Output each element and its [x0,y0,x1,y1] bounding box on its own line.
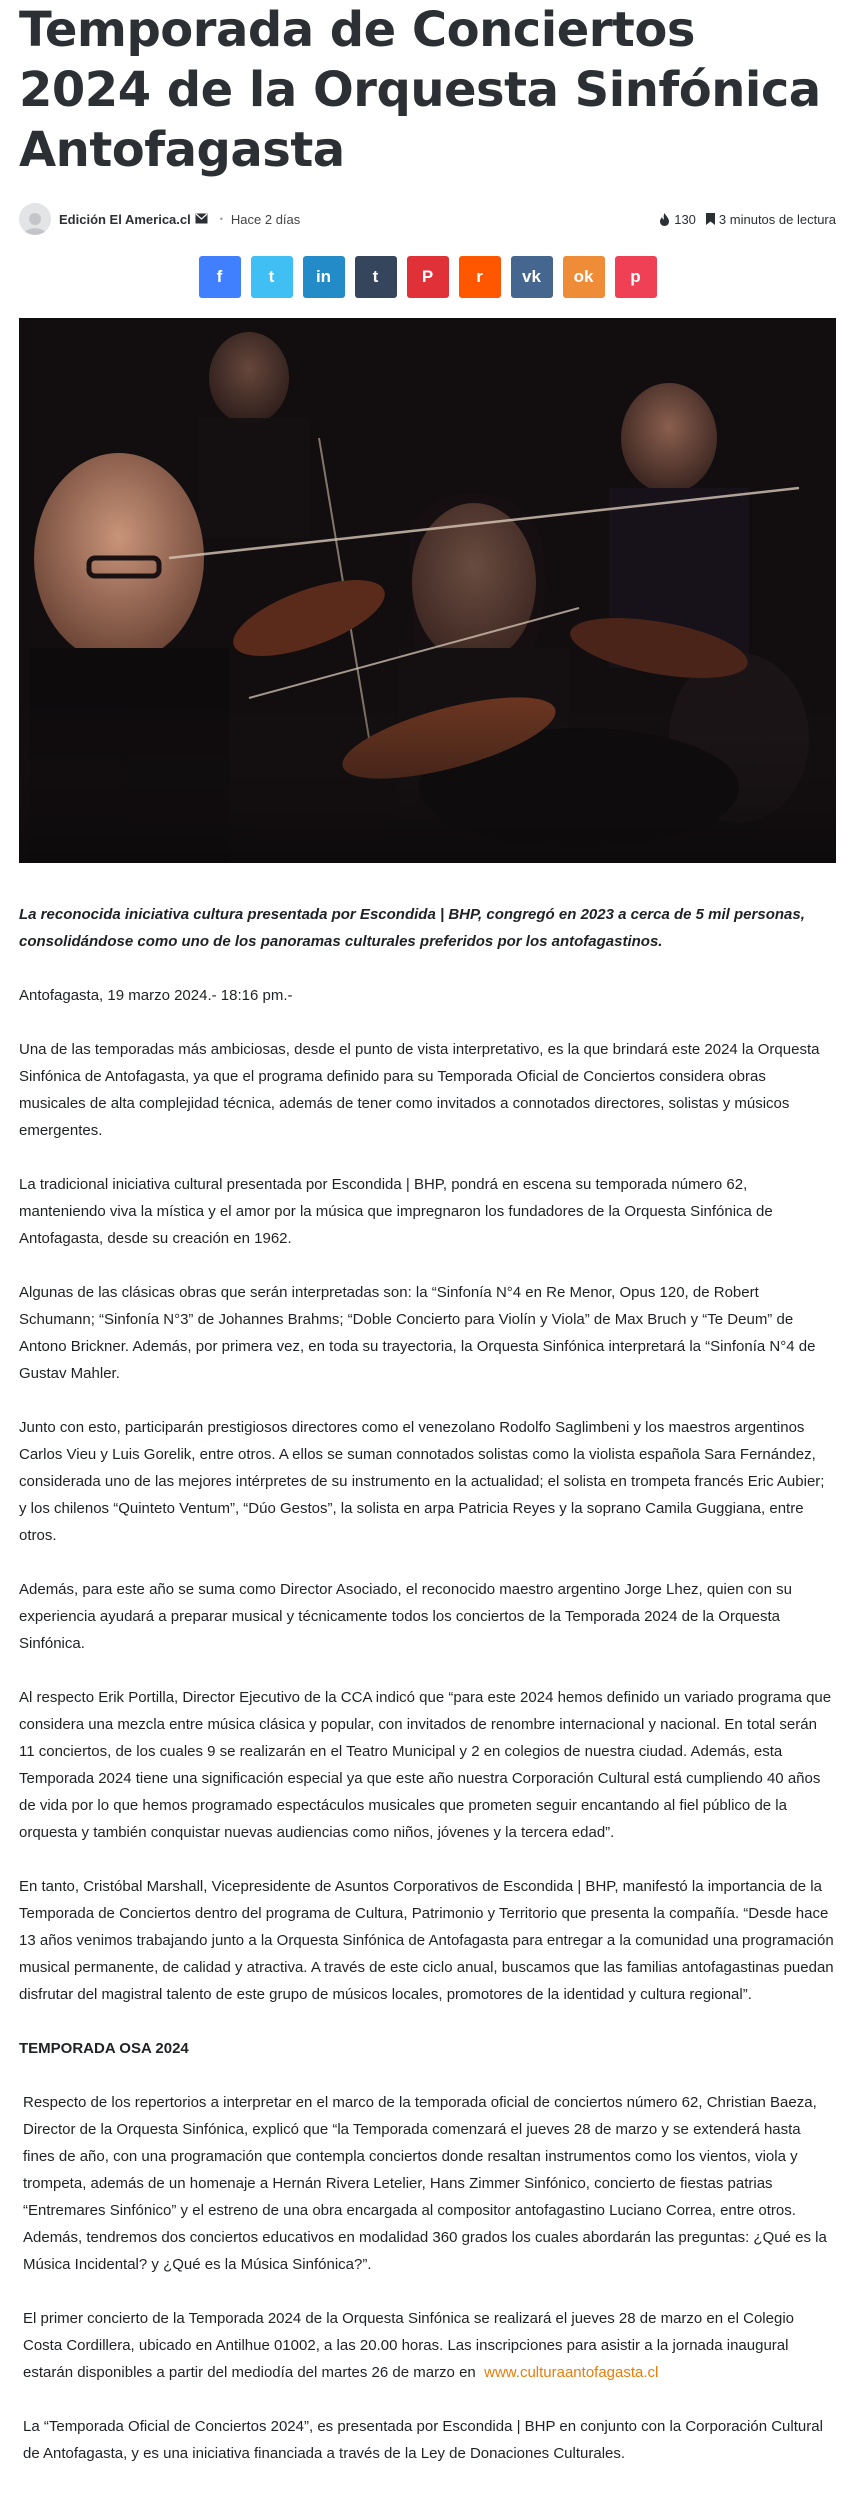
twitter-icon: t [268,267,275,286]
read-time [706,212,836,227]
pocket-share-button[interactable] [615,256,657,298]
article-paragraph: Una de las temporadas más ambiciosas, desde el punto de vista interpretativo, es la que brindará este 2024 la Orquesta Sinfónica de Antofagasta, ya que el programa definido para su Temporada Oficial de Conciertos considera obras musicales de alta complejidad técnica, además de tener como invitados a connotados directores, solistas y músicos emergentes. [19,1041,820,1139]
linkedin-share-button[interactable] [303,256,345,298]
share-buttons [19,256,836,298]
separator-dot: • [219,214,223,224]
orchestra-photo [19,318,836,863]
article-paragraphs [19,1036,836,2008]
user-icon [21,209,49,235]
publish-date: Hace 2 días [230,211,301,227]
article-lead: La reconocida iniciativa cultura presentada por Escondida | BHP, congregó en 2023 a cerca de 5 mil personas, consolidándose como uno de los panoramas culturales preferidos por los antofagastinos. [19,906,805,950]
pinterest-share-button[interactable] [407,256,449,298]
article-paragraph: Junto con esto, participarán prestigiosos directores como el venezolano Rodolfo Saglimbeni y los maestros argentinos Carlos Vieu y Luis Gorelik, entre otros. A ellos se suman connotados solistas como la violista española Sara Fernández, considerada uno de las mejores intérpretes de su instrumento en la actualidad; el solista en trompeta francés Eric Aubier; y los chilenos “Quinteto Ventum”, “Dúo Gestos”, la solista en arpa Patricia Reyes y la soprano Camila Guggiana, entre otros. [19,1419,825,1544]
tumblr-icon: t [372,267,379,286]
article-dateline: Antofagasta, 19 marzo 2024.- 18:16 pm.- [19,987,293,1004]
vk-share-button[interactable] [511,256,553,298]
mail-icon[interactable] [195,212,208,227]
article-paragraph: La tradicional iniciativa cultural presentada por Escondida | BHP, pondrá en escena su temporada número 62, manteniendo viva la mística y el amor por la música que impregnaron los fundadores de la Orquesta Sinfónica de Antofagasta, desde su creación en 1962. [19,1176,773,1247]
article-body [19,901,836,2467]
reddit-icon: r [476,267,483,286]
tumblr-share-button[interactable] [355,256,397,298]
views-value: 130 [674,211,696,227]
bookmark-icon [706,213,715,225]
inscription-link[interactable]: www.culturaantofagasta.cl [484,2364,659,2381]
pinterest-icon: P [421,267,434,286]
facebook-share-button[interactable] [199,256,241,298]
hero-image [19,318,836,863]
facebook-icon: f [216,267,223,286]
section-heading: TEMPORADA OSA 2024 [19,2040,189,2057]
odnoklassniki-icon: ok [573,267,594,286]
section-paragraph: La “Temporada Oficial de Conciertos 2024”, es presentada por Escondida | BHP en conjunto con la Corporación Cultural de Antofagasta, y es una iniciativa financiada a través de la Ley de Donaciones Culturales. [23,2418,823,2462]
fire-icon [659,213,670,226]
reddit-share-button[interactable] [459,256,501,298]
article-title: Temporada de Conciertos 2024 de la Orquesta Sinfónica Antofagasta [19,2,821,178]
article-paragraph: Algunas de las clásicas obras que serán interpretadas son: la “Sinfonía N°4 en Re Menor, Opus 120, de Robert Schumann; “Sinfonía N°3” de Johannes Brahms; “Doble Concierto para Violín y Viola” de Max Bruch y “Te Deum” de Antono Brickner. Además, por primera vez, en toda su trayectoria, la Orquesta Sinfónica interpretará la “Sinfonía N°4 de Gustav Mahler. [19,1284,816,1382]
section-paragraph: Respecto de los repertorios a interpretar en el marco de la temporada oficial de conciertos número 62, Christian Baeza, Director de la Orquesta Sinfónica, explicó que “la Temporada comenzará el jueves 28 de marzo y se extenderá hasta fines de año, con una programación que contempla conciertos donde resaltan instrumentos como los vientos, viola y trompeta, además de un homenaje a Hernán Rivera Letelier, Hans Zimmer Sinfónico, concierto de fiestas patrias “Entremares Sinfónico” y el estreno de una obra encargada al compositor antofagastino Luciano Correa, entre otros. Además, tendremos dos conciertos educativos en modalidad 360 grados los cuales abordarán las preguntas: ¿Qué es la Música Incidental? y ¿Qué es la Música Sinfónica?”. [23,2094,827,2273]
read-time-value: 3 minutos de lectura [718,211,836,227]
pocket-icon: p [630,267,641,286]
linkedin-icon: in [315,267,332,286]
odnoklassniki-share-button[interactable] [563,256,605,298]
author-avatar[interactable] [19,203,51,235]
article-paragraph: Además, para este año se suma como Director Asociado, el reconocido maestro argentino Jorge Lhez, quien con su experiencia ayudará a preparar musical y técnicamente todos los conciertos de la Temporada 2024 de la Orquesta Sinfónica. [19,1581,792,1652]
twitter-share-button[interactable] [251,256,293,298]
section-paragraph-text: El primer concierto de la Temporada 2024 de la Orquesta Sinfónica se realizará el jueves 28 de marzo en el Colegio Costa Cordillera, ubicado en Antilhue 01002, a las 20.00 horas. Las inscripciones para asistir a la jornada inaugural estarán disponibles a partir del mediodía del martes 26 de marzo en [23,2310,794,2381]
article-meta [19,202,836,236]
vk-icon: vk [522,267,541,286]
author-name[interactable]: Edición El America.cl [59,211,191,227]
article-paragraph: En tanto, Cristóbal Marshall, Vicepresidente de Asuntos Corporativos de Escondida | BHP, manifestó la importancia de la Temporada de Conciertos dentro del programa de Cultura, Patrimonio y Territorio que presenta la compañía. “Desde hace 13 años venimos trabajando junto a la Orquesta Sinfónica de Antofagasta para entregar a la comunidad una programación musical permanente, de calidad y atractiva. A través de este ciclo anual, buscamos que las familias antofagastinas puedan disfrutar del magistral talento de este grupo de músicos locales, promotores de la identidad y cultura regional”. [19,1878,834,2003]
views-count [659,212,696,227]
section-paragraph [19,2305,836,2386]
article-paragraph: Al respecto Erik Portilla, Director Ejecutivo de la CCA indicó que “para este 2024 hemos definido un variado programa que considera una mezcla entre música clásica y popular, con invitados de renombre internacional y nacional. En total serán 11 conciertos, de los cuales 9 se realizarán en el Teatro Municipal y 2 en colegios de nuestra ciudad. Además, esta Temporada 2024 tiene una significación especial ya que este año nuestra Corporación Cultural está cumpliendo 40 años de vida por lo que hemos programado espectáculos musicales que prometen seguir encantando al fiel público de la orquesta y también conquistar nuevas audiencias como niños, jóvenes y la tercera edad”. [19,1689,832,1841]
